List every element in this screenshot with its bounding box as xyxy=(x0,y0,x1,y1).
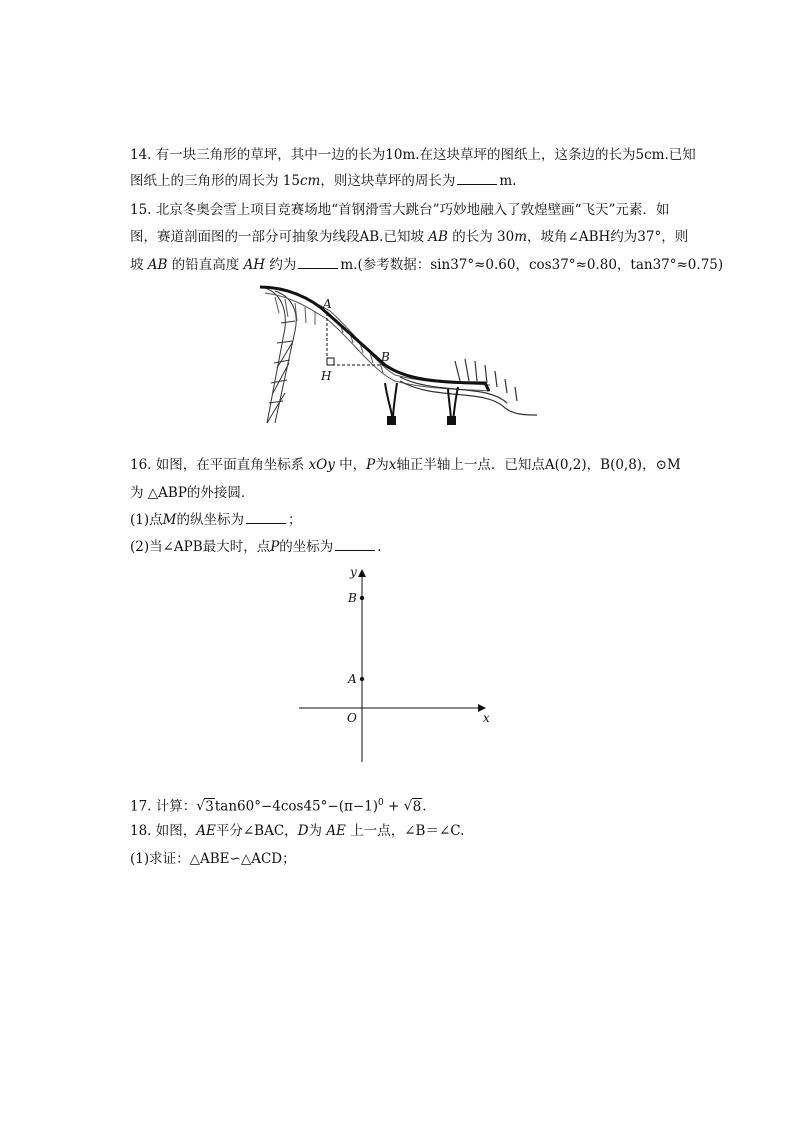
q14-text-1: 14. 有一块三角形的草坪，其中一边的长为10m.在这块草坪的图纸上，这条边的长为5cm.已知 xyxy=(130,147,696,163)
q16-text-2: 为 △ABP的外接圆． xyxy=(130,485,255,501)
coordinate-figure xyxy=(295,562,505,772)
q16-var-x: x xyxy=(388,457,397,473)
tower-structure xyxy=(265,288,296,423)
point-a-label: A xyxy=(348,672,357,686)
q15-var-ab: AB xyxy=(428,229,448,245)
q18-var-ae2: AE xyxy=(326,823,346,839)
q17-exponent: 0 xyxy=(378,798,384,808)
q16-sub2-blank[interactable] xyxy=(335,538,375,551)
q16-text-1a: 16. 如图，在平面直角坐标系 xyxy=(130,457,305,473)
q16-text-1b: 中， xyxy=(339,457,367,473)
q15-line-1 xyxy=(130,201,669,219)
q14-line-2 xyxy=(130,172,516,190)
q16-sub2-c: . xyxy=(377,539,382,555)
tail-curves xyxy=(400,359,537,415)
q16-sub1-a: (1)点 xyxy=(130,512,163,528)
x-axis-label: x xyxy=(483,711,490,725)
q16-line-2 xyxy=(130,484,254,502)
q15-text-3a: 坡 xyxy=(130,257,144,273)
q15-text-2a: 图，赛道剖面图的一部分可抽象为线段AB.已知坡 xyxy=(130,229,424,245)
q17-prefix: 17. 计算： xyxy=(130,798,197,815)
q16-text-1c: 为 xyxy=(375,457,389,473)
q16-sub1-b: 的纵坐标为 xyxy=(176,512,244,528)
q14-unit: cm xyxy=(299,173,321,189)
q18-line-2 xyxy=(130,850,296,868)
q16-sub-1 xyxy=(130,511,301,529)
q15-text-3b: 的铅直高度 xyxy=(171,257,240,273)
origin-label: O xyxy=(347,711,357,725)
q16-sub2-a: (2)当∠APB最大时，点 xyxy=(130,539,271,555)
q16-text-1d: 轴正半轴上一点．已知点A(0,2)，B(0,8)，⊙M xyxy=(396,457,681,473)
ski-jump-figure xyxy=(255,283,545,428)
q18-text-2: (1)求证：△ABE∽△ACD； xyxy=(130,851,296,867)
q17-line xyxy=(130,794,427,816)
q15-answer-blank[interactable] xyxy=(298,256,338,269)
q18-var-d: D xyxy=(297,823,309,839)
q14-line-1 xyxy=(130,146,696,164)
sqrt-3: √ 3 xyxy=(196,797,214,815)
q14-text-2b: ，则这块草坪的周长为 xyxy=(320,173,456,189)
q18-text-1e: 上一点，∠B＝∠C. xyxy=(350,823,465,839)
q16-sub2-b: 的坐标为 xyxy=(279,539,334,555)
point-a xyxy=(360,677,364,681)
q15-text-3c: 约为 xyxy=(269,257,297,273)
ramp-structure xyxy=(263,287,490,391)
q16-sub-2 xyxy=(130,538,382,556)
q18-var-ae: AE xyxy=(196,823,216,839)
q15-line-2 xyxy=(130,228,688,246)
q15-var-ah: AH xyxy=(243,257,266,273)
q14-answer-blank[interactable] xyxy=(457,172,497,185)
point-b-label: B xyxy=(348,591,357,605)
q15-var-ab2: AB xyxy=(147,257,168,273)
q18-line-1 xyxy=(130,822,464,840)
q15-line-3 xyxy=(130,256,723,274)
q15-text-2b: 的长为 30 xyxy=(452,229,515,245)
q16-var-p2: P xyxy=(270,539,280,555)
label-b: B xyxy=(381,350,390,364)
q16-var-m: M xyxy=(162,512,177,528)
q15-unit-m: m xyxy=(514,229,528,245)
label-a: A xyxy=(323,297,332,311)
q15-text-1: 15. 北京冬奥会雪上项目竞赛场地“首钢滑雪大跳台”巧妙地融入了敦煌壁画“飞天”元素．如 xyxy=(130,202,670,218)
q16-line-1 xyxy=(130,456,681,474)
q16-var-p: P xyxy=(366,457,376,473)
q16-sub1-c: ； xyxy=(287,512,302,528)
q17-mid: tan60°−4cos45°−(π−1) xyxy=(214,798,379,815)
point-b xyxy=(360,596,364,600)
q15-text-3d: m.(参考数据：sin37°≈0.60，cos37°≈0.80，tan37°≈0.75) xyxy=(340,257,724,273)
q17-end: . xyxy=(422,798,427,815)
q16-var-xoy: xOy xyxy=(308,457,335,473)
track-line-ab xyxy=(260,287,489,391)
y-axis-label: y xyxy=(350,565,357,579)
q17-plus: + xyxy=(383,798,404,815)
q14-text-2c: m. xyxy=(499,173,517,189)
q15-text-2c: ，坡角∠ABH约为37°，则 xyxy=(527,229,689,245)
right-angle-mark xyxy=(327,358,334,365)
label-h: H xyxy=(321,369,332,383)
q18-text-1a: 18. 如图， xyxy=(130,823,197,839)
q14-text-2a: 图纸上的三角形的周长为 15 xyxy=(130,173,300,189)
q16-sub1-blank[interactable] xyxy=(246,511,286,524)
q18-text-1b: 平分∠BAC， xyxy=(215,823,298,839)
sqrt-8: √ 8 xyxy=(403,797,422,815)
q18-text-1c: 为 xyxy=(308,823,323,839)
